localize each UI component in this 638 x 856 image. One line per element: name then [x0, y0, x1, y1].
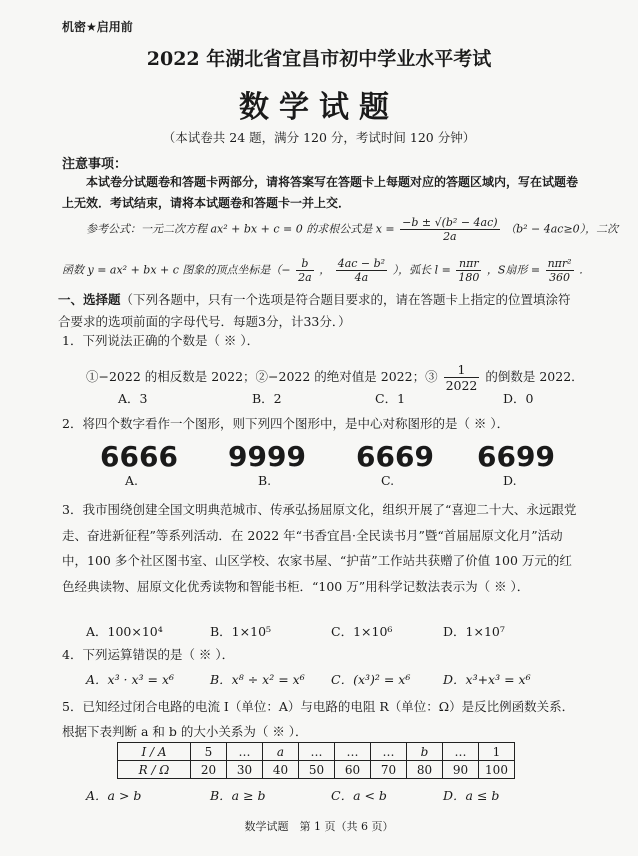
- vertex-x-fraction: [296, 257, 314, 284]
- notes-text: 本试卷分试题卷和答题卡两部分，请将答案写在答题卡上每题对应的答题区域内，写在试题卷上无效．考试结束，请将本试题卷和答题卡一并上交．: [62, 175, 579, 210]
- question-3-stem: 3．我市围绕创建全国文明典范城市、传承弘扬屈原文化，组织开展了“喜迎二十大、永远跟党走、奋进新征程”等系列活动．在 2022 年“书香宜昌·全民读书月”暨“首届屈原文化月”活动中，100 多个社区图书室、山区学校、农家书屋、“护苗”工作站共获赠了价值 100 万元的红色经典读物、屈原文化优秀读物和智能书柜．“100 万”用科学记数法表示为（ ※ ）．: [62, 502, 577, 594]
- exam-title: 2022 年湖北省宜昌市初中学业水平考试: [146, 48, 492, 70]
- table-cell: 5: [191, 743, 227, 761]
- statement-text: ①−2022 的相反数是 2022；②−2022 的绝对值是 2022；③: [86, 369, 438, 384]
- table-cell: R / Ω: [118, 761, 191, 779]
- formula-line-2: [62, 257, 590, 284]
- formula-prefix-2: 函数 y = ax² + bx + c 图象的顶点坐标是（−: [62, 263, 291, 277]
- question-1-stem: 1．下列说法正确的个数是（ ※ ）．: [62, 333, 260, 348]
- q2-option-b: B.: [258, 473, 272, 488]
- q2-figure-c: 6669: [356, 440, 434, 473]
- statement-text-end: 的倒数是 2022．: [485, 369, 584, 384]
- q3-option-d: D．1×10⁷: [443, 624, 505, 639]
- question-2-stem: 2．将四个数字看作一个图形，则下列四个图形中，是中心对称图形的是（ ※ ）．: [62, 416, 510, 431]
- notes-heading: 注意事项：: [62, 157, 128, 172]
- fraction-numerator: −b ± √(b² − 4ac): [402, 216, 498, 229]
- formula-condition: （b² − 4ac≥0），二次: [505, 222, 619, 236]
- q5-option-a: A．a > b: [86, 788, 142, 803]
- table-cell: …: [443, 743, 479, 761]
- formula-end: ．: [579, 263, 591, 277]
- fraction-denominator: 360: [549, 271, 571, 284]
- table-cell: 1: [479, 743, 515, 761]
- page-footer: 数学试题 第 1 页（共 6 页）: [244, 820, 394, 833]
- q4-option-c: C．(x³)² = x⁶: [331, 672, 411, 687]
- question-5-stem: 5．已知经过闭合电路的电流 I（单位：A）与电路的电阻 R（单位：Ω）是反比例函数关系．根据下表判断 a 和 b 的大小关系为（ ※ ）．: [62, 699, 575, 739]
- fraction-numerator: nπr: [456, 257, 481, 271]
- current-resistance-table: [117, 742, 515, 779]
- q1-option-a: A．3: [118, 391, 148, 406]
- formula-arc-label: ），弧长 l =: [392, 263, 451, 277]
- q3-option-b: B．1×10⁵: [210, 624, 272, 639]
- fraction-denominator: 2022: [445, 378, 478, 393]
- fraction-denominator: 2a: [298, 271, 312, 284]
- table-row: [118, 743, 515, 761]
- table-cell: 50: [299, 761, 335, 779]
- table-cell: 80: [407, 761, 443, 779]
- formula-lhs: x =: [375, 222, 395, 236]
- q2-option-d: D.: [503, 473, 517, 488]
- section-header: [58, 289, 583, 333]
- table-cell: …: [335, 743, 371, 761]
- fraction-denominator: 4a: [354, 271, 369, 284]
- q2-option-a: A.: [125, 473, 139, 488]
- table-cell: …: [371, 743, 407, 761]
- vertex-y-fraction: [336, 257, 387, 284]
- fraction-numerator: b: [296, 257, 314, 271]
- q1-option-b: B．2: [252, 391, 282, 406]
- table-cell: 90: [443, 761, 479, 779]
- table-cell: 30: [227, 761, 263, 779]
- fraction-numerator: nπr²: [547, 257, 572, 270]
- formula-line-1: [86, 216, 618, 243]
- q1-option-d: D．0: [503, 391, 534, 406]
- table-cell: 100: [479, 761, 515, 779]
- table-cell: b: [407, 743, 443, 761]
- formula-sector-label: ，S扇形 =: [486, 263, 541, 277]
- q2-figure-d: 6699: [477, 440, 555, 473]
- q3-option-c: C．1×10⁶: [331, 624, 393, 639]
- table-cell: I / A: [118, 743, 191, 761]
- q4-option-d: D．x³+x³ = x⁶: [443, 672, 531, 687]
- q5-option-b: B．a ≥ b: [210, 788, 266, 803]
- quadratic-fraction: [400, 216, 499, 243]
- sector-area-fraction: [546, 257, 574, 284]
- q3-option-a: A．100×10⁴: [86, 624, 163, 639]
- table-cell: …: [227, 743, 263, 761]
- table-cell: …: [299, 743, 335, 761]
- formula-prefix: 参考公式：一元二次方程 ax² + bx + c = 0 的求根公式是: [86, 222, 373, 236]
- fraction-numerator: 1: [444, 362, 480, 378]
- q4-option-a: A．x³ · x³ = x⁶: [86, 672, 175, 687]
- table-row: [118, 761, 515, 779]
- table-cell: 60: [335, 761, 371, 779]
- q2-option-c: C.: [381, 473, 395, 488]
- section-label: 一、选择题: [58, 292, 121, 307]
- fraction-denominator: 180: [458, 271, 480, 284]
- q2-figure-a: 6666: [100, 440, 178, 473]
- table-cell: 40: [263, 761, 299, 779]
- table-cell: 70: [371, 761, 407, 779]
- table-cell: a: [263, 743, 299, 761]
- section-desc: （下列各题中，只有一个选项是符合题目要求的，请在答题卡上指定的位置填涂符合要求的选项前面的字母代号．每题3分，计33分．）: [58, 292, 571, 329]
- arc-length-fraction: [456, 257, 481, 284]
- q5-option-c: C．a < b: [331, 788, 387, 803]
- fraction-denominator: 2a: [443, 230, 457, 243]
- reciprocal-fraction: [444, 362, 480, 393]
- table-cell: 20: [191, 761, 227, 779]
- exam-subtitle: 数学试题: [239, 90, 399, 125]
- q1-option-c: C．1: [375, 391, 406, 406]
- q2-figure-b: 9999: [228, 440, 306, 473]
- confidential-label: 机密★启用前: [62, 20, 133, 34]
- exam-info: （本试卷共 24 题，满分 120 分，考试时间 120 分钟）: [162, 130, 476, 145]
- formula-separator: ，: [319, 263, 331, 277]
- question-4-stem: 4．下列运算错误的是（ ※ ）．: [62, 647, 235, 662]
- q4-option-b: B．x⁸ ÷ x² = x⁶: [210, 672, 305, 687]
- q5-option-d: D．a ≤ b: [443, 788, 500, 803]
- fraction-numerator: 4ac − b²: [337, 257, 386, 270]
